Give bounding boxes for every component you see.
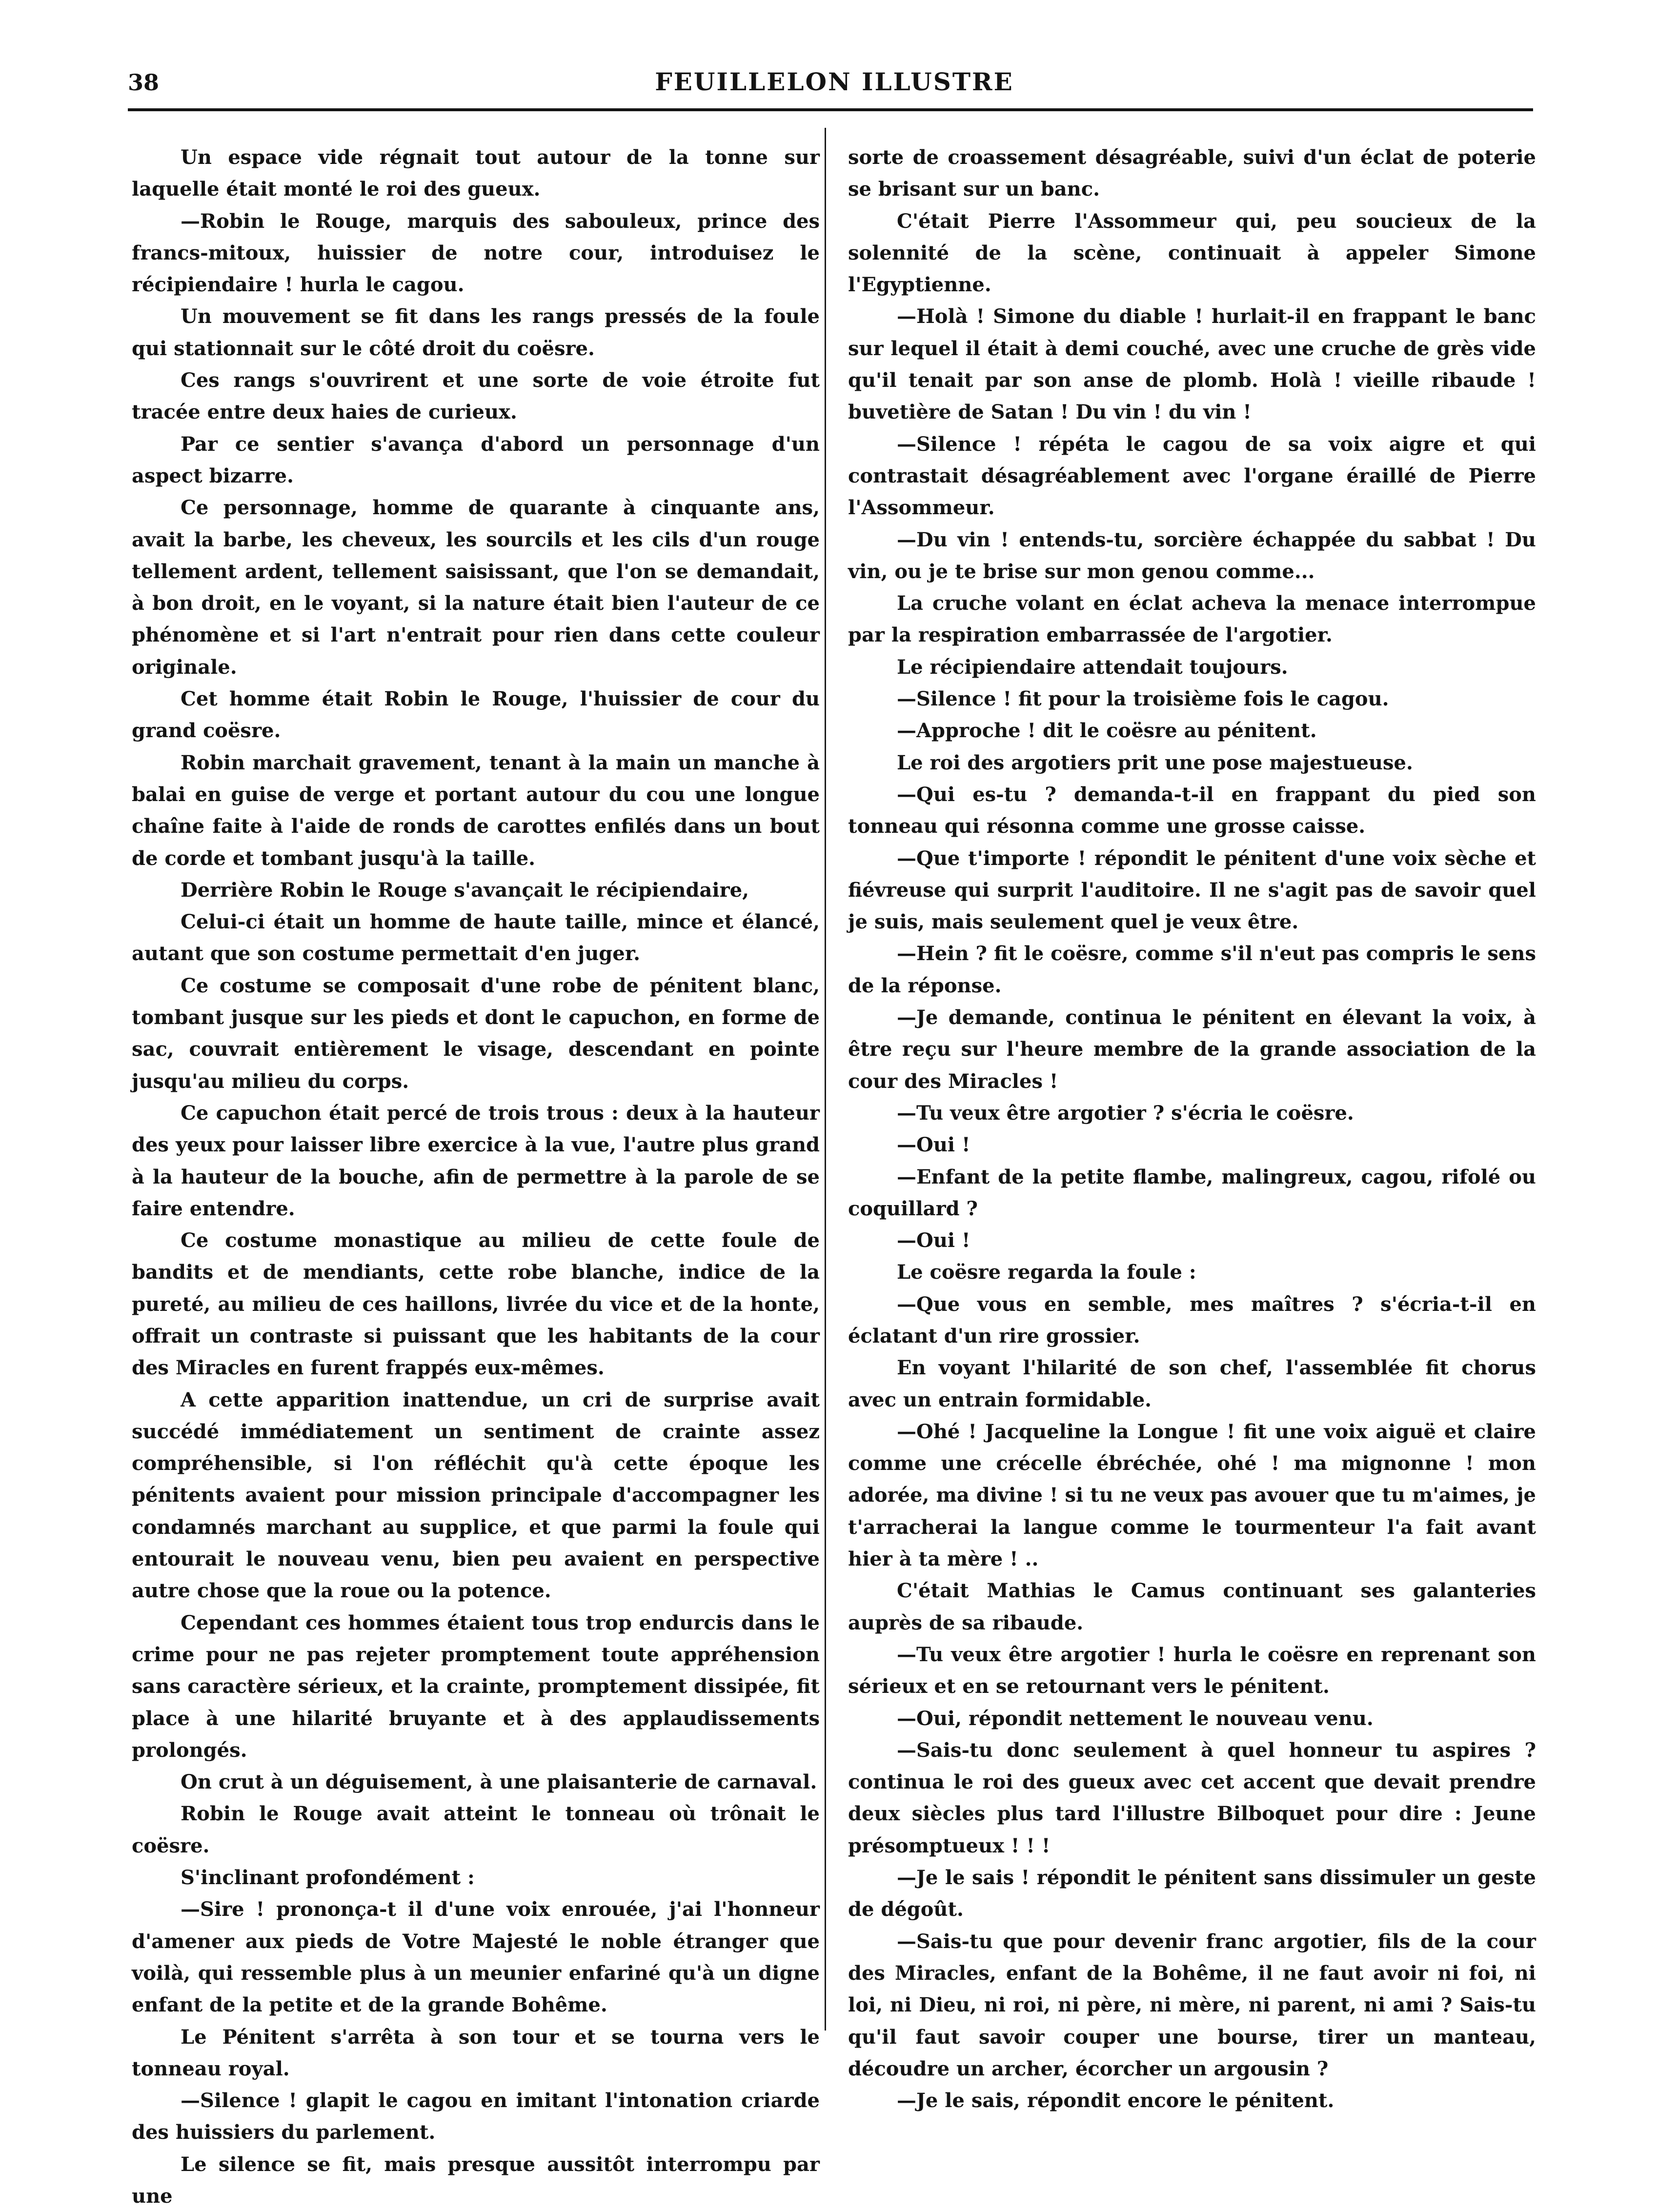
paragraph: Ce costume monastique au milieu de cette foule de bandits et de mendiants, cette robe blanche, indice de la pureté, au milieu de ces haillons, livrée du vice et de la honte, offrait un contraste si puissant que les habitants de la cour des Miracles en furent frappés eux-mêmes.	[132, 1229, 820, 1380]
paragraph: —Sais-tu que pour devenir franc argotier, fils de la cour des Miracles, enfant de la Bohême, il ne faut avoir ni foi, ni loi, ni Dieu, ni roi, ni père, ni mère, ni parent, ni ami ? Sais-tu qu'il faut savoir couper une bourse, tirer un manteau, découdre un archer, écorcher un argousin ?	[848, 1930, 1536, 2080]
paragraph: —Silence ! fit pour la troisième fois le cagou.	[897, 687, 1389, 711]
paragraph: Robin marchait gravement, tenant à la main un manche à balai en guise de verge et portant autour du cou une longue chaîne faite à l'aide de ronds de carottes enfilés dans un bout de corde et tombant jusqu'à la taille.	[132, 751, 820, 870]
paragraph: C'était Pierre l'Assommeur qui, peu soucieux de la solennité de la scène, continuait à appeler Simone l'Egyptienne.	[848, 209, 1536, 297]
right-column	[848, 141, 1536, 2112]
paragraph: Un espace vide régnait tout autour de la tonne sur laquelle était monté le roi des gueux.	[132, 146, 820, 201]
paragraph: Le coësre regarda la foule :	[897, 1261, 1196, 1284]
paragraph: —Tu veux être argotier ! hurla le coësre en reprenant son sérieux et en se retournant vers le pénitent.	[848, 1643, 1536, 1698]
paragraph: Cependant ces hommes étaient tous trop endurcis dans le crime pour ne pas rejeter promptement toute appréhension sans caractère sérieux, et la crainte, promptement dissipée, fit place à une hilarité bruyante et à des applaudissements prolongés.	[132, 1611, 820, 1762]
paragraph: —Tu veux être argotier ? s'écria le coësre.	[897, 1101, 1354, 1125]
paragraph: A cette apparition inattendue, un cri de surprise avait succédé immédiatement un sentiment de crainte assez compréhensible, si l'on réfléchit qu'à cette époque les pénitents avaient pour mission principale d'accompagner les condamnés marchant au supplice, et que parmi la foule qui entourait le nouveau venu, bien peu avaient en perspective autre chose que la roue ou la potence.	[132, 1388, 820, 1603]
paragraph: —Sire ! prononça-t il d'une voix enrouée, j'ai l'honneur d'amener aux pieds de Votre Majesté le noble étranger que voilà, qui ressemble plus à un meunier enfariné qu'à un digne enfant de la petite et de la grande Bohême.	[132, 1898, 820, 2017]
paragraph: —Oui, répondit nettement le nouveau venu.	[897, 1707, 1374, 1730]
paragraph: Le silence se fit, mais presque aussitôt interrompu par une	[132, 2152, 820, 2208]
paragraph: —Sais-tu donc seulement à quel honneur tu aspires ? continua le roi des gueux avec cet accent que devait prendre deux siècles plus tard l'illustre Bilboquet pour dire : Jeune présomptueux ! ! !	[848, 1738, 1536, 1857]
paragraph: Ces rangs s'ouvrirent et une sorte de voie étroite fut tracée entre deux haies de curieux.	[132, 369, 820, 424]
paragraph: —Oui !	[897, 1229, 970, 1252]
paragraph: —Silence ! glapit le cagou en imitant l'intonation criarde des huissiers du parlement.	[132, 2089, 820, 2144]
paragraph: —Silence ! répéta le cagou de sa voix aigre et qui contrastait désagréablement avec l'organe éraillé de Pierre l'Assommeur.	[848, 432, 1536, 520]
paragraph: On crut à un déguisement, à une plaisanterie de carnaval.	[181, 1770, 817, 1794]
running-title: FEUILLELON ILLUSTRE	[655, 67, 1014, 96]
page-number: 38	[128, 69, 160, 96]
paragraph: Le récipiendaire attendait toujours.	[897, 655, 1288, 679]
paragraph: —Je le sais ! répondit le pénitent sans dissimuler un geste de dégoût.	[848, 1866, 1536, 1921]
paragraph: Le Pénitent s'arrêta à son tour et se tourna vers le tonneau royal.	[132, 2025, 820, 2080]
paragraph: —Je le sais, répondit encore le pénitent.	[897, 2089, 1334, 2112]
paragraph: Le roi des argotiers prit une pose majestueuse.	[897, 751, 1413, 774]
paragraph: S'inclinant profondément :	[181, 1866, 475, 1890]
paragraph: Ce capuchon était percé de trois trous : deux à la hauteur des yeux pour laisser libre exercice à la vue, l'autre plus grand à la hauteur de la bouche, afin de permettre à la parole de se faire entendre.	[132, 1101, 820, 1220]
paragraph: En voyant l'hilarité de son chef, l'assemblée fit chorus avec un entrain formidable.	[848, 1356, 1536, 1411]
paragraph: —Que t'importe ! répondit le pénitent d'une voix sèche et fiévreuse qui surprit l'auditoire. Il ne s'agit pas de savoir quel je suis, mais seulement quel je veux être.	[848, 846, 1536, 934]
paragraph: Cet homme était Robin le Rouge, l'huissier de cour du grand coësre.	[132, 687, 820, 743]
paragraph: Par ce sentier s'avança d'abord un personnage d'un aspect bizarre.	[132, 432, 820, 487]
paragraph: Derrière Robin le Rouge s'avançait le récipiendaire,	[181, 878, 749, 902]
paragraph: Ce personnage, homme de quarante à cinquante ans, avait la barbe, les cheveux, les sourcils et les cils d'un rouge tellement ardent, tellement saisissant, que l'on se demandait, à bon droit, en le voyant, si la nature était bien l'auteur de ce phénomène et si l'art n'entrait pour rien dans cette couleur originale.	[132, 496, 820, 679]
paragraph: —Holà ! Simone du diable ! hurlait-il en frappant le banc sur lequel il était à demi couché, avec une cruche de grès vide qu'il tenait par son anse de plomb. Holà ! vieille ribaude ! buvetière de Satan ! Du vin ! du vin !	[848, 305, 1536, 424]
paragraph: —Hein ? fit le coësre, comme s'il n'eut pas compris le sens de la réponse.	[848, 942, 1536, 997]
paragraph: Un mouvement se fit dans les rangs pressés de la foule qui stationnait sur le côté droit du coësre.	[132, 305, 820, 360]
paragraph: Ce costume se composait d'une robe de pénitent blanc, tombant jusque sur les pieds et dont le capuchon, en forme de sac, couvrait entièrement le visage, descendant en pointe jusqu'au milieu du corps.	[132, 974, 820, 1093]
paragraph: —Ohé ! Jacqueline la Longue ! fit une voix aiguë et claire comme une crécelle ébréchée, ohé ! ma mignonne ! mon adorée, ma divine ! si tu ne veux pas avouer que tu m'aimes, je t'arracherai la langue comme le tourmenteur l'a fait avant hier à ta mère ! ..	[848, 1420, 1536, 1571]
left-column	[132, 141, 820, 2208]
paragraph: —Robin le Rouge, marquis des sabouleux, prince des francs-mitoux, huissier de notre cour, introduisez le récipiendaire ! hurla le cagou.	[132, 209, 820, 297]
paragraph: —Du vin ! entends-tu, sorcière échappée du sabbat ! Du vin, ou je te brise sur mon genou comme...	[848, 528, 1536, 583]
paragraph: —Qui es-tu ? demanda-t-il en frappant du pied son tonneau qui résonna comme une grosse caisse.	[848, 783, 1536, 838]
paragraph: —Enfant de la petite flambe, malingreux, cagou, rifolé ou coquillard ?	[848, 1165, 1536, 1220]
paragraph: La cruche volant en éclat acheva la menace interrompue par la respiration embarrassée de l'argotier.	[848, 592, 1536, 647]
paragraph: —Approche ! dit le coësre au pénitent.	[897, 719, 1317, 743]
paragraph: C'était Mathias le Camus continuant ses galanteries auprès de sa ribaude.	[848, 1579, 1536, 1634]
paragraph: —Oui !	[897, 1133, 970, 1157]
paragraph: —Que vous en semble, mes maîtres ? s'écria-t-il en éclatant d'un rire grossier.	[848, 1292, 1536, 1347]
paragraph: Celui-ci était un homme de haute taille, mince et élancé, autant que son costume permettait d'en juger.	[132, 910, 820, 965]
header-rule	[128, 108, 1533, 111]
paragraph-continued: sorte de croassement désagréable, suivi d'un éclat de poterie se brisant sur un banc.	[848, 146, 1536, 201]
paragraph: —Je demande, continua le pénitent en élevant la voix, à être reçu sur l'heure membre de la grande association de la cour des Miracles !	[848, 1006, 1536, 1093]
column-divider	[825, 128, 826, 2031]
paragraph: Robin le Rouge avait atteint le tonneau où trônait le coësre.	[132, 1802, 820, 1857]
